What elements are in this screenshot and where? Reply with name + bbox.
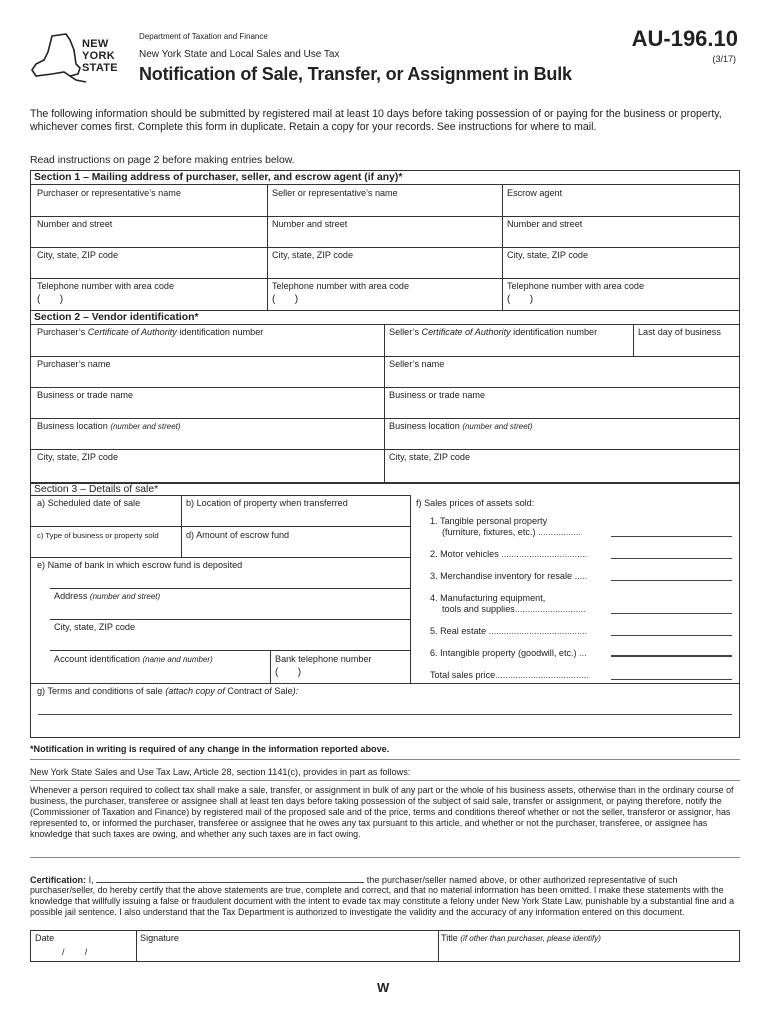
realestate-amount-line[interactable] [611, 635, 732, 636]
seller-city-label: City, state, ZIP code [272, 250, 354, 260]
property-location-label: b) Location of property when transferred [186, 498, 348, 508]
purchaser-city2-label: City, state, ZIP code [37, 452, 119, 462]
escrow-phone-label: Telephone number with area code [507, 281, 645, 291]
certification-text: purchaser/seller, do hereby certify that the above statements are true, complete and correct, and that no material information has been omitted. I make these statements with the knowledge that willfully issuing a false or fraudulent document with the intent to evade tax may constitute a felony under New York State Law, punishable by a substantial fine and a possible jail sentence. I also understand that the Tax Department is authorized to investigate the validity and the accuracy of any information entered on this document. [30, 885, 735, 917]
intangible-amount-line[interactable] [611, 655, 732, 657]
certifier-name-line[interactable] [96, 874, 364, 883]
escrow-city-label: City, state, ZIP code [507, 250, 589, 260]
account-id-label: Account identification (name and number) [54, 654, 213, 664]
section1-title: Section 1 – Mailing address of purchaser, seller, and escrow agent (if any)* [34, 172, 403, 183]
terms-line[interactable] [38, 714, 732, 715]
bank-phone-label: Bank telephone number [275, 654, 372, 664]
escrow-agent-label: Escrow agent [507, 188, 563, 198]
form-number: AU-196.10 [631, 26, 738, 51]
inventory-amount-line[interactable] [611, 580, 732, 581]
purchaser-location-label: Business location (number and street) [37, 421, 181, 431]
tangible-property-label: 1. Tangible personal property [430, 516, 548, 526]
motor-vehicles-label: 2. Motor vehicles .................................. [430, 549, 588, 559]
scheduled-date-label: a) Scheduled date of sale [37, 498, 141, 508]
certification-line: Certification: I, the purchaser/seller named above, or other authorized representative of such [30, 875, 678, 885]
section3-title: Section 3 – Details of sale* [34, 484, 159, 495]
inventory-label: 3. Merchandise inventory for resale ..... [430, 571, 588, 581]
equipment-sub: tools and supplies............................ [442, 604, 586, 614]
section2-title: Section 2 – Vendor identification* [34, 312, 199, 323]
intangible-label: 6. Intangible property (goodwill, etc.) ... [430, 648, 587, 658]
law-text: Whenever a person required to collect tax shall make a sale, transfer, or assignment in bulk of any part or the whole of his business assets, otherwise than in the ordinary course of business, the purchaser, transferee or assignee shall at least ten days before taking possession of the subject of said sale, transfer or assignment, or paying therefore, notify the (Commissioner of Taxation and Finance) by registered mail of the proposed sale and of the price, terms and conditions thereof whether or not the seller, transferor or assignor, has represented to, or informed the purchaser, transferee or assignee that he owes any tax pursuant to this article, and whether or not the purchaser, transferee, or assignee has knowledge that such taxes are owing, and whether any such taxes are in fact owing. [30, 785, 734, 839]
nys-logo [30, 30, 130, 92]
purchaser-phone-label: Telephone number with area code [37, 281, 175, 291]
bank-area-code[interactable]: ( ) [275, 667, 302, 678]
date-field[interactable]: / / [62, 947, 88, 957]
seller-phone-label: Telephone number with area code [272, 281, 410, 291]
motor-amount-line[interactable] [611, 558, 732, 559]
bank-address-label: Address (number and street) [54, 591, 161, 601]
total-amount-line[interactable] [611, 679, 732, 680]
purchaser-city-label: City, state, ZIP code [37, 250, 119, 260]
equipment-label: 4. Manufacturing equipment, [430, 593, 546, 603]
purchaser-trade-label: Business or trade name [37, 390, 134, 400]
seller-street-label: Number and street [272, 219, 348, 229]
purchaser-street-label: Number and street [37, 219, 113, 229]
change-notice: *Notification in writing is required of any change in the information reported above. [30, 744, 390, 754]
escrow-area-code[interactable]: ( ) [507, 294, 534, 305]
department-name: Department of Taxation and Finance [139, 32, 268, 41]
read-instructions: Read instructions on page 2 before making entries below. [30, 155, 295, 166]
bank-name-label: e) Name of bank in which escrow fund is deposited [37, 560, 243, 570]
logo-wordmark: NEW YORK STATE [82, 38, 118, 74]
law-intro: New York State Sales and Use Tax Law, Article 28, section 1141(c), provides in part as follows: [30, 767, 411, 777]
real-estate-label: 5. Real estate ....................................... [430, 626, 588, 636]
seller-location-label: Business location (number and street) [389, 421, 533, 431]
purchaser-name-label: Purchaser or representative’s name [37, 188, 181, 198]
purchaser-area-code[interactable]: ( ) [37, 294, 64, 305]
purchaser-coa-label: Purchaser’s Certificate of Authority identification number [37, 327, 264, 337]
date-label: Date [35, 933, 55, 943]
sales-prices-title: f) Sales prices of assets sold: [416, 498, 535, 508]
seller-area-code[interactable]: ( ) [272, 294, 299, 305]
seller-city2-label: City, state, ZIP code [389, 452, 471, 462]
footer-mark: W [377, 980, 390, 995]
title-label: Title (if other than purchaser, please identify) [441, 933, 601, 943]
intro-text: The following information should be submitted by registered mail at least 10 days before taking possession of or paying for the business or property, whichever comes first. Complete this form in duplicate. Retain a copy for your records. See instructions for where to mail. [30, 108, 722, 133]
escrow-amount-label: d) Amount of escrow fund [186, 530, 290, 540]
bank-city-label: City, state, ZIP code [54, 622, 136, 632]
seller-name-label: Seller or representative’s name [272, 188, 398, 198]
tax-law-name: New York State and Local Sales and Use Tax [139, 49, 340, 60]
equipment-amount-line[interactable] [611, 613, 732, 614]
business-type-label: c) Type of business or property sold [37, 531, 159, 540]
form-revision: (3/17) [712, 54, 736, 64]
purchaser-name2-label: Purchaser’s name [37, 359, 111, 369]
seller-coa-label: Seller’s Certificate of Authority identification number [389, 327, 598, 337]
section3-frame [30, 483, 740, 738]
form-title: Notification of Sale, Transfer, or Assignment in Bulk [139, 64, 572, 84]
escrow-street-label: Number and street [507, 219, 583, 229]
seller-name2-label: Seller’s name [389, 359, 445, 369]
seller-trade-label: Business or trade name [389, 390, 486, 400]
tangible-amount-line[interactable] [611, 536, 732, 537]
signature-label: Signature [140, 933, 179, 943]
last-day-label: Last day of business [638, 327, 721, 337]
terms-label: g) Terms and conditions of sale (attach copy of Contract of Sale): [37, 686, 299, 696]
total-price-label: Total sales price..................................... [430, 670, 589, 680]
tangible-property-sub: (furniture, fixtures, etc.) ................. [442, 527, 581, 537]
